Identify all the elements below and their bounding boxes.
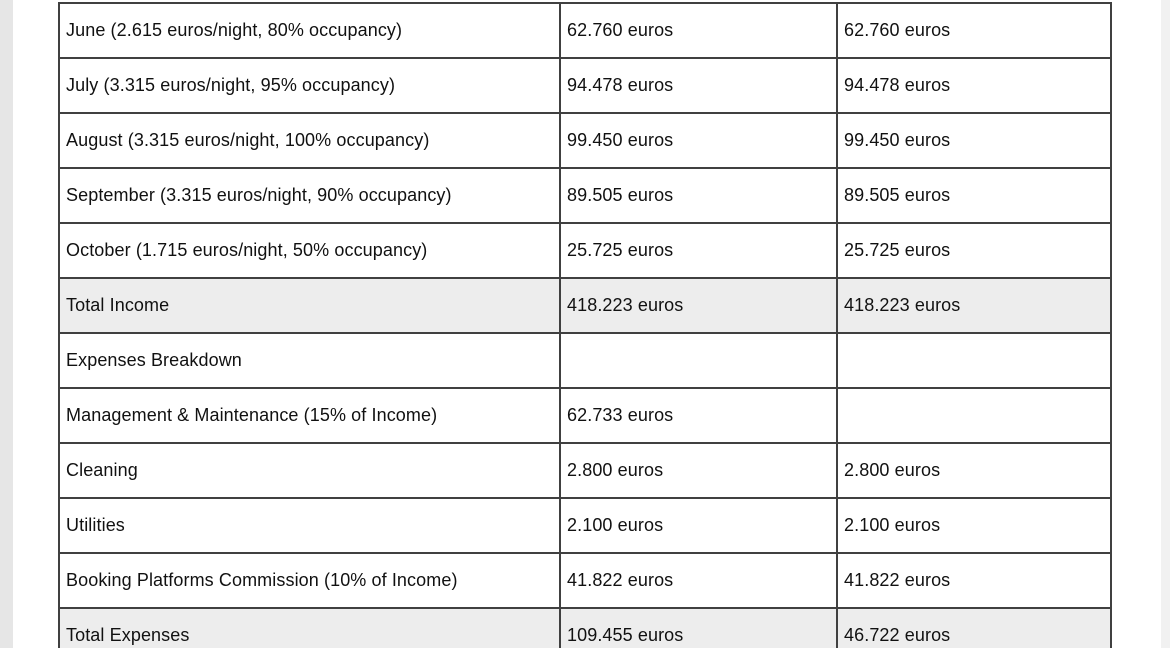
page-left-margin-strip [0, 0, 13, 648]
table-row [59, 553, 1111, 608]
row-value-cell [560, 333, 837, 388]
row-value-cell: 99.450 euros [837, 113, 1111, 168]
table-row [59, 278, 1111, 333]
income-expenses-table [58, 2, 1112, 648]
row-value-cell: 25.725 euros [837, 223, 1111, 278]
table-row [59, 388, 1111, 443]
row-label-cell: Total Expenses [59, 608, 560, 648]
table-row [59, 58, 1111, 113]
row-label-cell: July (3.315 euros/night, 95% occupancy) [59, 58, 560, 113]
row-value-cell: 89.505 euros [837, 168, 1111, 223]
row-label-cell: Total Income [59, 278, 560, 333]
row-value-cell: 418.223 euros [560, 278, 837, 333]
row-label-cell: Utilities [59, 498, 560, 553]
row-value-cell: 62.760 euros [560, 3, 837, 58]
table-body [59, 3, 1111, 648]
row-label-cell: Expenses Breakdown [59, 333, 560, 388]
row-value-cell: 2.800 euros [560, 443, 837, 498]
row-label-cell: October (1.715 euros/night, 50% occupancy) [59, 223, 560, 278]
table-row [59, 498, 1111, 553]
row-value-cell: 99.450 euros [560, 113, 837, 168]
table-row [59, 3, 1111, 58]
row-value-cell [837, 388, 1111, 443]
row-value-cell: 62.733 euros [560, 388, 837, 443]
table-row [59, 443, 1111, 498]
row-value-cell: 2.800 euros [837, 443, 1111, 498]
table-row [59, 333, 1111, 388]
row-value-cell: 41.822 euros [560, 553, 837, 608]
row-value-cell: 2.100 euros [560, 498, 837, 553]
row-value-cell: 62.760 euros [837, 3, 1111, 58]
row-label-cell: Booking Platforms Commission (10% of Income) [59, 553, 560, 608]
table-row [59, 608, 1111, 648]
table-row [59, 113, 1111, 168]
row-value-cell: 94.478 euros [560, 58, 837, 113]
row-label-cell: September (3.315 euros/night, 90% occupancy) [59, 168, 560, 223]
row-value-cell: 94.478 euros [837, 58, 1111, 113]
table-row [59, 168, 1111, 223]
row-value-cell: 109.455 euros [560, 608, 837, 648]
row-value-cell [837, 333, 1111, 388]
row-label-cell: August (3.315 euros/night, 100% occupancy) [59, 113, 560, 168]
row-value-cell: 25.725 euros [560, 223, 837, 278]
row-label-cell: Management & Maintenance (15% of Income) [59, 388, 560, 443]
row-value-cell: 2.100 euros [837, 498, 1111, 553]
table-row [59, 223, 1111, 278]
page-right-margin-strip [1161, 0, 1170, 648]
row-value-cell: 41.822 euros [837, 553, 1111, 608]
row-value-cell: 46.722 euros [837, 608, 1111, 648]
row-label-cell: Cleaning [59, 443, 560, 498]
row-value-cell: 89.505 euros [560, 168, 837, 223]
row-value-cell: 418.223 euros [837, 278, 1111, 333]
row-label-cell: June (2.615 euros/night, 80% occupancy) [59, 3, 560, 58]
